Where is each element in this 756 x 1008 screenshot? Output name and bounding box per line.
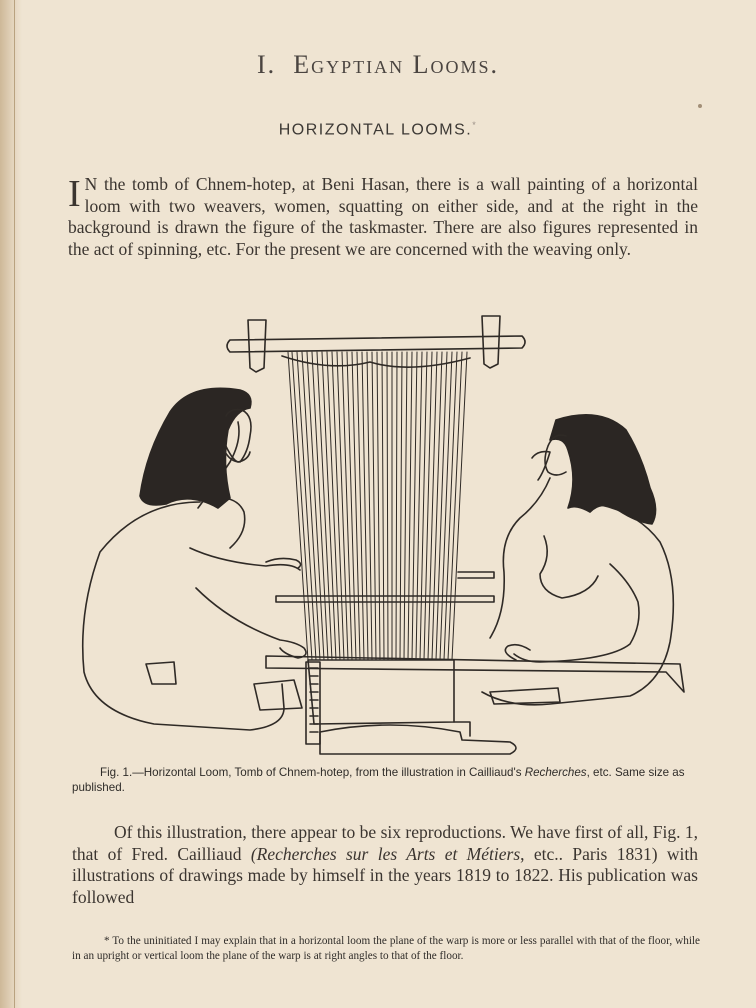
caption-main: Fig. 1.—Horizontal Loom, Tomb of Chnem-hotep, from the illustration in Cailliaud's (100, 766, 525, 779)
chapter-title (0, 50, 756, 80)
chapter-number: I. (257, 50, 277, 79)
footnote-text: * To the uninitiated I may explain that in a horizontal loom the plane of the warp is more or less parallel with that of the floor, while in an upright or vertical loom the plane of the warp is at right angles to that of the floor. (72, 935, 700, 962)
loom-illustration-svg (70, 312, 710, 762)
left-weaver-hair (140, 388, 251, 508)
body-part2: , etc.. Paris 1831) with illustrations of drawings made by himself in the years 1819 to 1822. His publication was followed (72, 843, 699, 907)
footnote-marker: * (472, 120, 478, 130)
body-part1: Of this illustration, there appear to be six reproductions. We have first of all, Fig. 1, that of Fred. Cailliaud (72, 822, 698, 864)
page-binding-edge (0, 0, 22, 1008)
paper-speck (698, 104, 702, 108)
page-binding-line (14, 0, 15, 1008)
body-italic: (Recherches sur les Arts et Métiers (250, 843, 521, 864)
section-title-text: HORIZONTAL LOOMS. (278, 121, 473, 139)
intro-paragraph (68, 174, 698, 260)
right-weaver-hair (550, 415, 656, 524)
chapter-name: Egyptian Looms. (293, 50, 499, 79)
loom-top-beam (227, 316, 525, 372)
woven-cloth (306, 660, 516, 754)
caption-end: , etc. Same size as published. (72, 766, 685, 794)
figure-caption (72, 765, 702, 795)
loom-illustration (70, 312, 710, 762)
warp-threads (288, 352, 467, 660)
footnote (72, 934, 700, 963)
body-paragraph (72, 822, 698, 908)
section-title (0, 120, 756, 139)
caption-italic: Recherches (524, 766, 587, 779)
intro-text: N the tomb of Chnem-hotep, at Beni Hasan, there is a wall painting of a horizontal loom with two weavers, women, squatting on either side, and at the right in the background is drawn the figure of the taskmaster. There are also figures represented in the act of spinning, etc. For the present we are concerned with the weaving only. (68, 174, 698, 259)
drop-cap: I (68, 173, 81, 215)
